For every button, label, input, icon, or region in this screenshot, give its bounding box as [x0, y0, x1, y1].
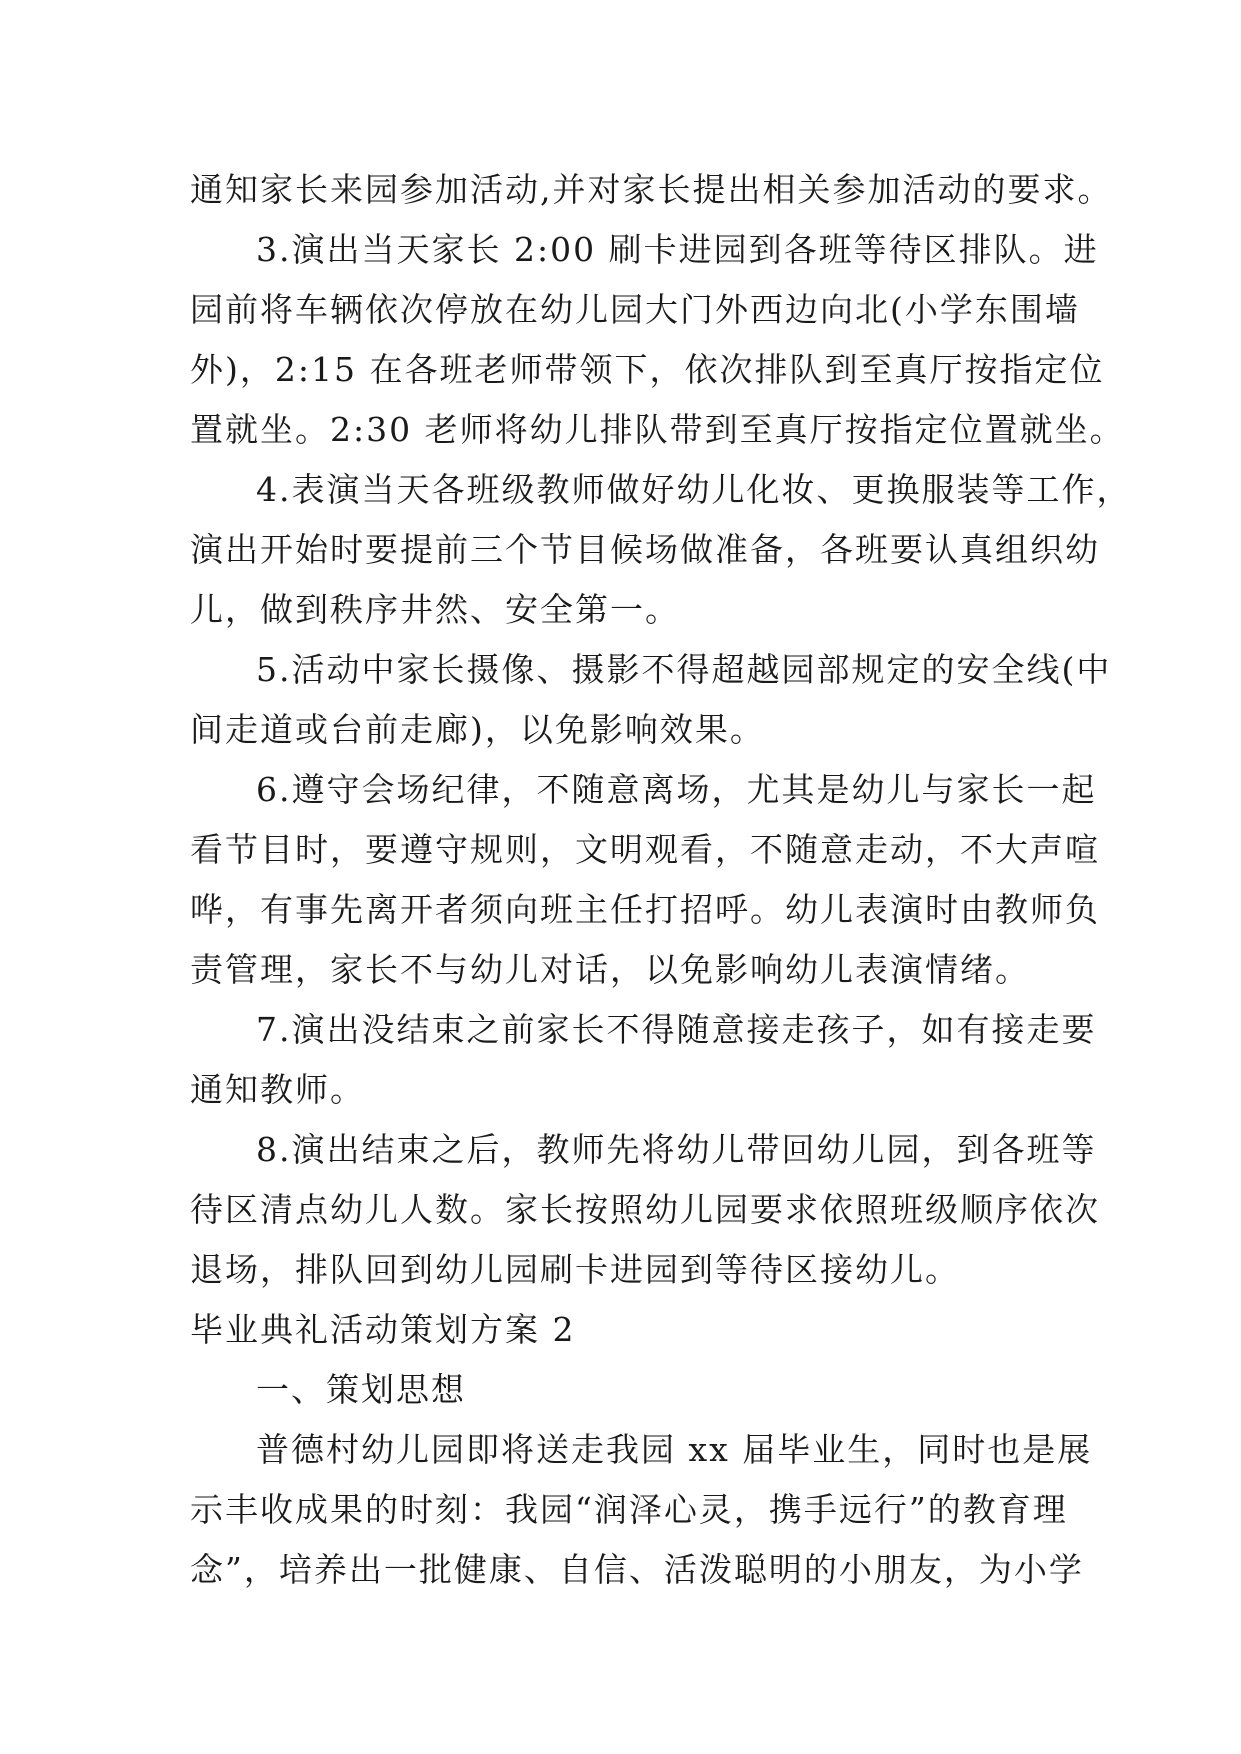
text-line: 5.活动中家长摄像、摄影不得超越园部规定的安全线(中 [256, 650, 1112, 689]
text-line: 置就坐。2:30 老师将幼儿排队带到至真厅按指定位置就坐。 [190, 410, 1125, 449]
text-line: 通知教师。 [190, 1070, 365, 1109]
text-line: 念”，培养出一批健康、自信、活泼聪明的小朋友，为小学 [190, 1550, 1084, 1589]
text-line: 6.遵守会场纪律，不随意离场，尤其是幼儿与家长一起 [256, 770, 1097, 809]
section-heading: 毕业典礼活动策划方案 2 [190, 1310, 576, 1349]
text-line: 退场，排队回到幼儿园刷卡进园到等待区接幼儿。 [190, 1250, 960, 1289]
text-line: 8.演出结束之后，教师先将幼儿带回幼儿园，到各班等 [256, 1130, 1097, 1169]
text-line: 看节目时，要遵守规则，文明观看，不随意走动，不大声喧 [190, 830, 1100, 869]
text-line: 责管理，家长不与幼儿对话，以免影响幼儿表演情绪。 [190, 950, 1030, 989]
text-line: 演出开始时要提前三个节目候场做准备，各班要认真组织幼 [190, 530, 1100, 569]
document-body [190, 160, 1132, 1600]
text-line: 7.演出没结束之前家长不得随意接走孩子，如有接走要 [256, 1010, 1097, 1049]
subsection-heading: 一、策划思想 [256, 1370, 466, 1409]
text-line: 普德村幼儿园即将送走我园 xx 届毕业生，同时也是展 [256, 1430, 1093, 1469]
text-line: 哗，有事先离开者须向班主任打招呼。幼儿表演时由教师负 [190, 890, 1100, 929]
text-line: 通知家长来园参加活动,并对家长提出相关参加活动的要求。 [190, 170, 1113, 209]
text-line: 间走道或台前走廊)，以免影响效果。 [190, 710, 765, 749]
text-line: 3.演出当天家长 2:00 刷卡进园到各班等待区排队。进 [256, 230, 1099, 269]
text-line: 4.表演当天各班级教师做好幼儿化妆、更换服装等工作， [256, 470, 1132, 509]
text-line: 外)，2:15 在各班老师带领下，依次排队到至真厅按指定位 [190, 350, 1105, 389]
text-line: 儿，做到秩序井然、安全第一。 [190, 590, 680, 629]
text-line: 待区清点幼儿人数。家长按照幼儿园要求依照班级顺序依次 [190, 1190, 1100, 1229]
text-line: 示丰收成果的时刻：我园“润泽心灵，携手远行”的教育理 [190, 1490, 1068, 1529]
text-line: 园前将车辆依次停放在幼儿园大门外西边向北(小学东围墙 [190, 290, 1080, 329]
